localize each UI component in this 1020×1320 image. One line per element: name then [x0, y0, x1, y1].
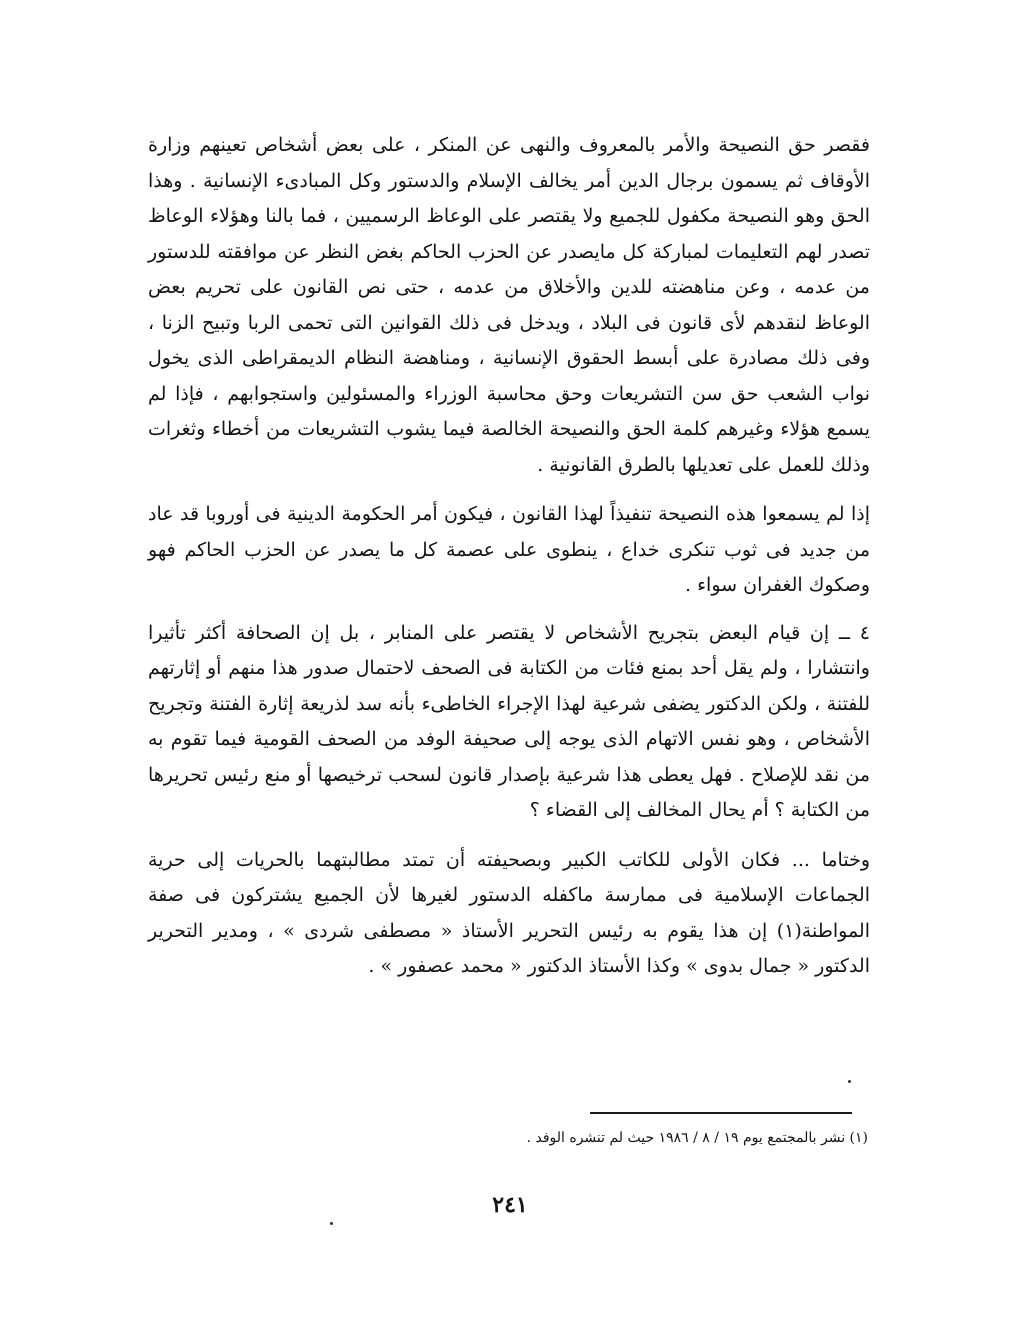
footnote-divider	[590, 1112, 852, 1114]
footnote: (١) نشر بالمجتمع يوم ١٩ / ٨ / ١٩٨٦ حيث لم تنشره الوفد .	[526, 1130, 868, 1146]
paragraph-2: إذا لم يسمعوا هذه النصيحة تنفيذاً لهذا القانون ، فيكون أمر الحكومة الدينية فى أوروبا قد عاد من جديد فى ثوب تنكرى خداع ، ينطوى على عصمة كل ما يصدر عن الحزب الحاكم فهو وصكوك الغفران سواء .	[148, 503, 870, 596]
paragraph-3: ٤ ــ إن قيام البعض بتجريح الأشخاص لا يقتصر على المنابر ، بل إن الصحافة أكثر تأثيرا وانتشارا ، ولم يقل أحد بمنع فئات من الكتابة فى الصحف لاحتمال صدور هذا منهم أو إثارتهم للفتنة ، ولكن الدكتور يضفى شرعية لهذا الإجراء الخاطىء بأنه سد لذريعة إثارة الفتنة وتجريح الأشخاص ، وهو نفس الاتهام الذى يوجه إلى صحيفة الوفد من الصحف القومية فيما تقوم به من نقد للإصلاح . فهل يعطى هذا شرعية بإصدار قانون لسحب ترخيصها أو منع رئيس تحريرها من الكتابة ؟ أم يحال المخالف إلى القضاء ؟	[148, 621, 870, 821]
paragraph-1: فقصر حق النصيحة والأمر بالمعروف والنهى عن المنكر ، على بعض أشخاص تعينهم وزارة الأوقاف ثم يسمون برجال الدين أمر يخالف الإسلام والدستور وكل المبادىء الإنسانية . وهذا الحق وهو النصيحة مكفول للجميع ولا يقتصر على الوعاظ الرسميين ، فما بالنا وهؤلاء الوعاظ تصدر لهم التعليمات لمباركة كل مايصدر عن الحزب الحاكم بغض النظر عن موافقته للدستور من عدمه ، وعن مناهضته للدين والأخلاق من عدمه ، حتى نص القانون على تحريم بعض الوعاظ لنقدهم لأى قانون فى البلاد ، ويدخل فى ذلك القوانين التى تحمى الربا وتبيح الزنا ، وفى ذلك مصادرة على أبسط الحقوق الإنسانية ، ومناهضة النظام الديمقراطى الذى يخول نواب الشعب حق سن التشريعات وحق محاسبة الوزراء والمسئولين واستجوابهم ، فإذا لم يسمع هؤلاء وغيرهم كلمة الحق والنصيحة الخالصة فيما يشوب التشريعات من أخطاء وثغرات وذلك للعمل على تعديلها بالطرق القانونية .	[148, 134, 870, 476]
scan-speck	[848, 1080, 851, 1083]
body-text	[148, 128, 870, 985]
page-number: ٢٤١	[492, 1192, 528, 1218]
scan-speck	[330, 1222, 333, 1225]
paragraph-4: وختاما ... فكان الأولى للكاتب الكبير وبصحيفته أن تمتد مطالبتهما بالحريات إلى حرية الجماعات الإسلامية فى ممارسة ماكفله الدستور لغيرها لأن الجميع يشتركون فى صفة المواطنة(١) إن هذا يقوم به رئيس التحرير الأستاذ « مصطفى شردى » ، ومدير التحرير الدكتور « جمال بدوى » وكذا الأستاذ الدكتور « محمد عصفور » .	[148, 848, 870, 977]
